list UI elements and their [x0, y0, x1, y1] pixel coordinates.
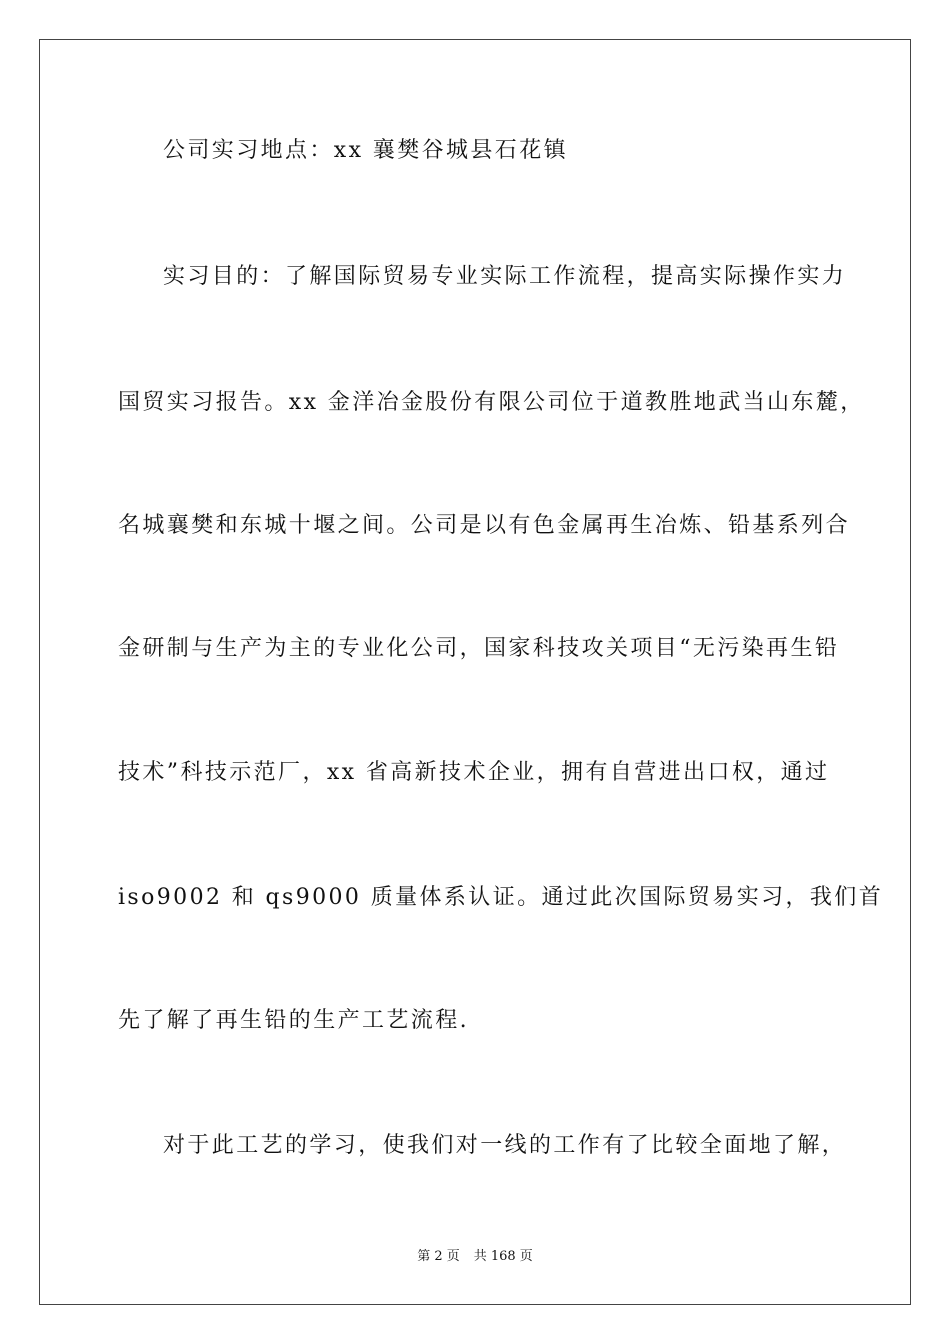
- paragraph-line-2: 实习目的：了解国际贸易专业实际工作流程，提高实际操作实力: [163, 264, 847, 289]
- paragraph-line-8: 先了解了再生铅的生产工艺流程.: [118, 1008, 469, 1033]
- paragraph-line-5: 金研制与生产为主的专业化公司，国家科技攻关项目“无污染再生铅: [118, 636, 840, 661]
- paragraph-line-3: 国贸实习报告。xx 金洋冶金股份有限公司位于道教胜地武当山东麓，: [118, 390, 865, 415]
- paragraph-line-7: iso9002 和 qs9000 质量体系认证。通过此次国际贸易实习，我们首: [118, 885, 884, 910]
- paragraph-line-9: 对于此工艺的学习，使我们对一线的工作有了比较全面地了解，: [163, 1133, 847, 1158]
- page-number: 第 2 页: [417, 1249, 460, 1264]
- paragraph-line-6: 技术”科技示范厂，xx 省高新技术企业，拥有自营进出口权，通过: [118, 760, 830, 785]
- page-footer: [0, 1248, 950, 1266]
- paragraph-line-4: 名城襄樊和东城十堰之间。公司是以有色金属再生冶炼、铅基系列合: [118, 513, 851, 538]
- page-border: [39, 39, 911, 1305]
- total-pages: 共 168 页: [473, 1249, 533, 1264]
- paragraph-line-1: 公司实习地点：xx 襄樊谷城县石花镇: [163, 138, 569, 163]
